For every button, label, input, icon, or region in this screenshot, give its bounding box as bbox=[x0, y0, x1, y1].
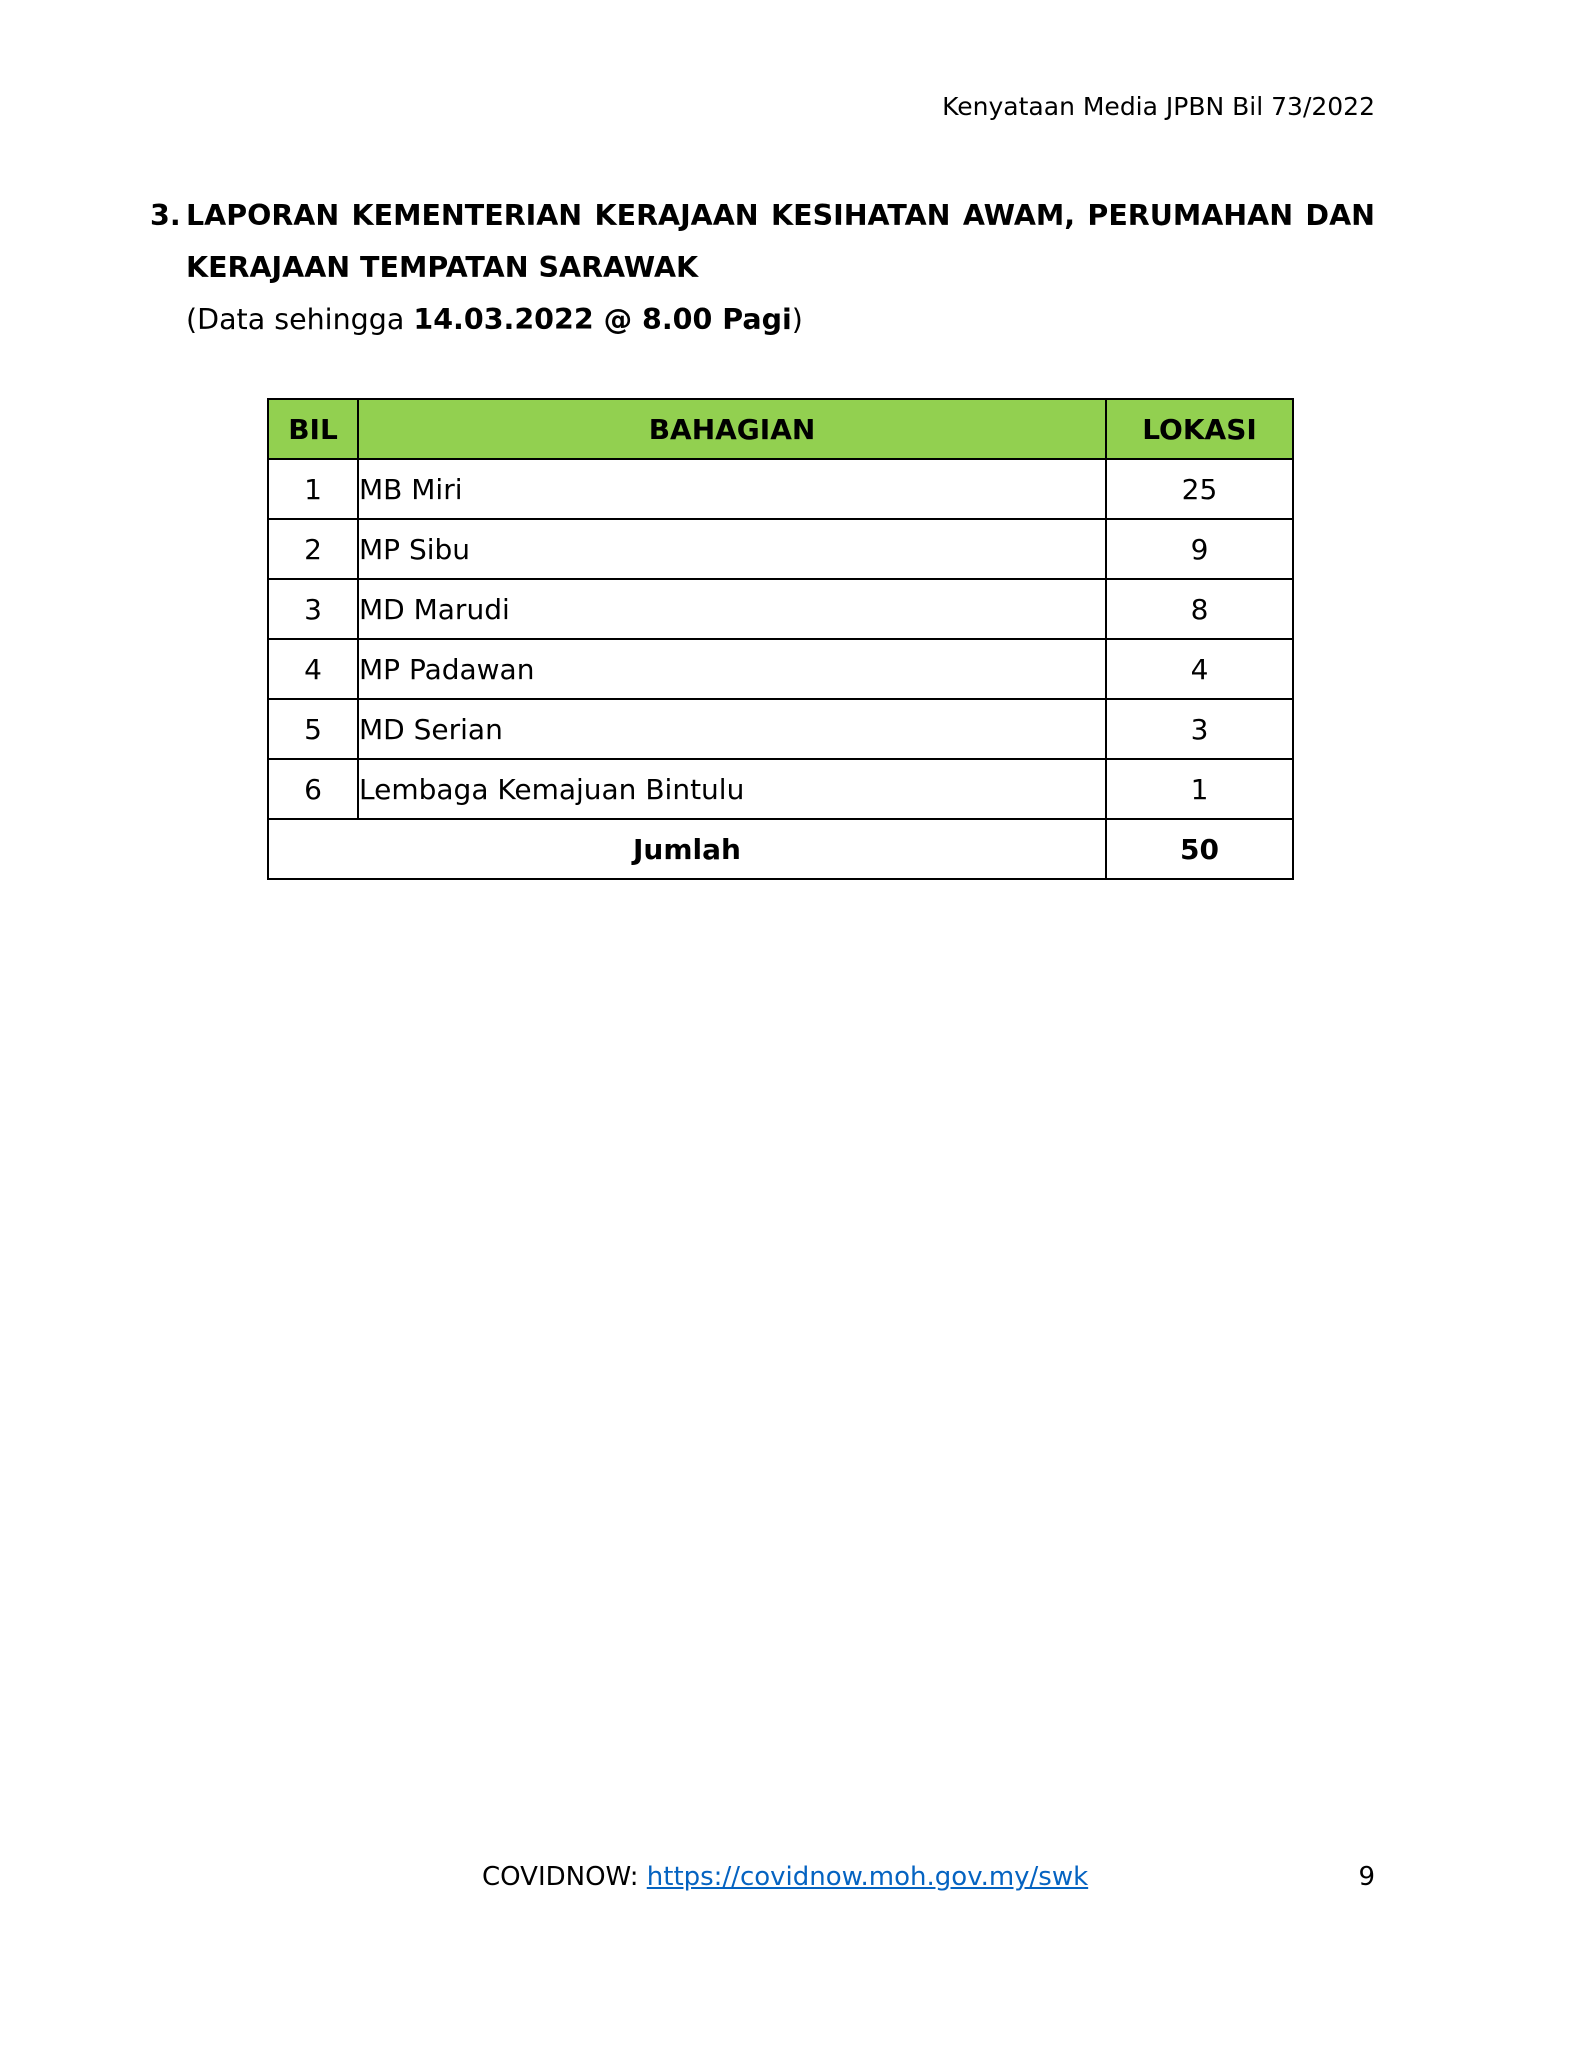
section-title bbox=[150, 190, 1375, 294]
section-title-line2: KERAJAAN TEMPATAN SARAWAK bbox=[186, 251, 699, 284]
covidnow-link[interactable]: https://covidnow.moh.gov.my/swk bbox=[646, 1862, 1089, 1892]
data-note-prefix: (Data sehingga bbox=[186, 303, 414, 336]
report-table bbox=[267, 398, 1294, 880]
table-row bbox=[268, 699, 1293, 759]
table-row bbox=[268, 639, 1293, 699]
table-header-row bbox=[268, 399, 1293, 459]
header-lokasi: LOKASI bbox=[1106, 399, 1293, 459]
cell-bil: 3 bbox=[268, 579, 358, 639]
data-note-suffix: ) bbox=[791, 303, 803, 336]
cell-lokasi: 4 bbox=[1106, 639, 1293, 699]
table-row bbox=[268, 759, 1293, 819]
cell-bahagian: MP Sibu bbox=[358, 519, 1106, 579]
section-title-text bbox=[186, 190, 1375, 294]
table-row bbox=[268, 519, 1293, 579]
table-row bbox=[268, 459, 1293, 519]
cell-bil: 4 bbox=[268, 639, 358, 699]
header-reference: Kenyataan Media JPBN Bil 73/2022 bbox=[942, 92, 1375, 121]
table-row bbox=[268, 579, 1293, 639]
data-note bbox=[186, 294, 1375, 346]
cell-lokasi: 9 bbox=[1106, 519, 1293, 579]
total-label: Jumlah bbox=[268, 819, 1106, 879]
section-number: 3. bbox=[150, 199, 181, 232]
header-bil: BIL bbox=[268, 399, 358, 459]
cell-bahagian: MD Marudi bbox=[358, 579, 1106, 639]
header-bahagian: BAHAGIAN bbox=[358, 399, 1106, 459]
section-title-line1: LAPORAN KEMENTERIAN KERAJAAN KESIHATAN AWAM, PERUMAHAN DAN bbox=[186, 199, 1375, 232]
section-3 bbox=[150, 190, 1375, 346]
cell-bahagian: MD Serian bbox=[358, 699, 1106, 759]
cell-bahagian: Lembaga Kemajuan Bintulu bbox=[358, 759, 1106, 819]
page-number: 9 bbox=[1358, 1862, 1375, 1892]
table-total-row bbox=[268, 819, 1293, 879]
footer bbox=[482, 1862, 1088, 1892]
total-value: 50 bbox=[1106, 819, 1293, 879]
cell-lokasi: 3 bbox=[1106, 699, 1293, 759]
cell-bil: 5 bbox=[268, 699, 358, 759]
cell-bahagian: MB Miri bbox=[358, 459, 1106, 519]
cell-lokasi: 8 bbox=[1106, 579, 1293, 639]
data-note-date: 14.03.2022 @ 8.00 Pagi bbox=[413, 303, 792, 336]
cell-bil: 2 bbox=[268, 519, 358, 579]
footer-prefix: COVIDNOW: bbox=[482, 1862, 647, 1892]
cell-bil: 1 bbox=[268, 459, 358, 519]
cell-lokasi: 1 bbox=[1106, 759, 1293, 819]
cell-bil: 6 bbox=[268, 759, 358, 819]
cell-lokasi: 25 bbox=[1106, 459, 1293, 519]
cell-bahagian: MP Padawan bbox=[358, 639, 1106, 699]
